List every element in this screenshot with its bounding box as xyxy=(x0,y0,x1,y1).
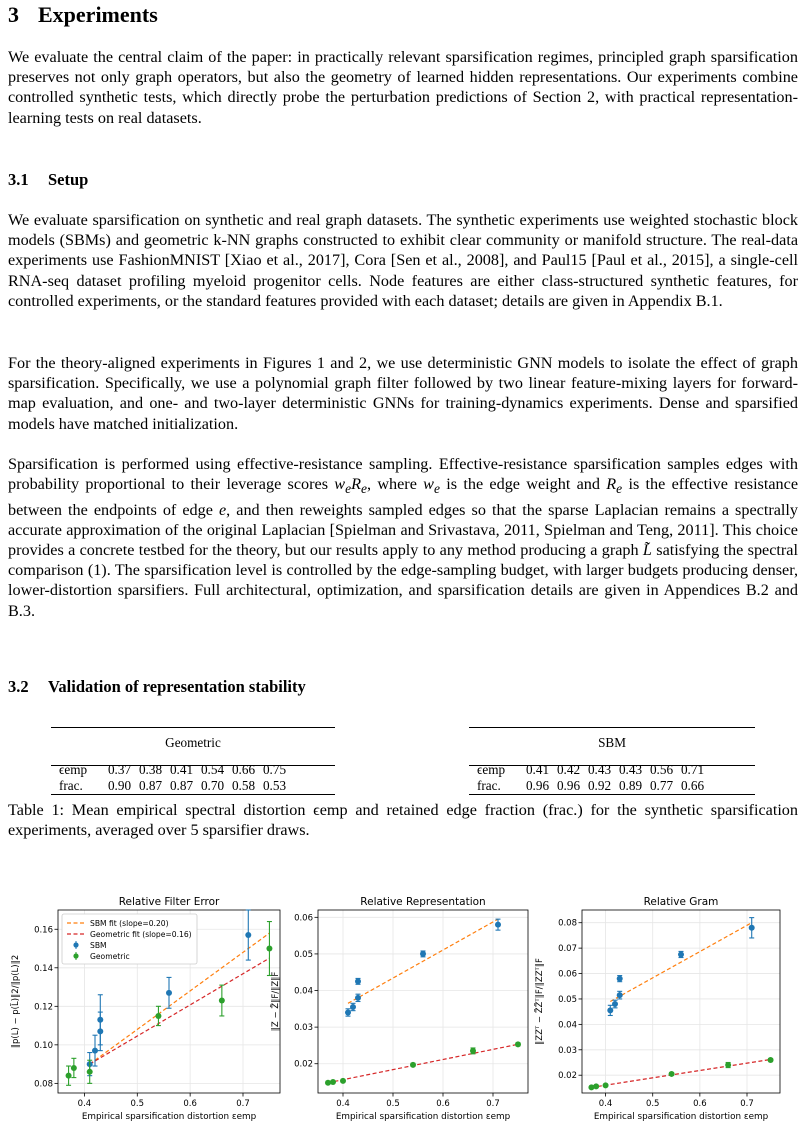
subsection-heading-setup xyxy=(8,170,88,190)
table-geometric xyxy=(51,727,335,795)
legend-label: Geometric fit (slope=0.16) xyxy=(90,930,192,939)
y-tick-label: 0.05 xyxy=(294,949,313,960)
x-tick-label: 0.6 xyxy=(436,1099,450,1109)
math-we: $w_e$ xyxy=(423,475,440,497)
y-tick-label: 0.05 xyxy=(558,994,577,1005)
data-point xyxy=(593,1083,599,1089)
fit-line xyxy=(90,958,270,1064)
subsection-number: 3.1 xyxy=(8,170,29,189)
x-tick-label: 0.5 xyxy=(130,1099,145,1109)
chart-title: Relative Filter Error xyxy=(118,896,220,908)
table-cell: 0.37 xyxy=(107,762,132,777)
table-title: Geometric xyxy=(165,735,221,750)
table-title: SBM xyxy=(598,735,626,750)
data-point xyxy=(410,1062,416,1068)
chart-title: Relative Gram xyxy=(643,896,719,908)
table-cell: 0.54 xyxy=(200,762,225,777)
x-axis-label: Empirical sparsification distortion εemp xyxy=(593,1112,769,1122)
y-tick-label: 0.06 xyxy=(558,969,577,980)
x-tick-label: 0.6 xyxy=(693,1099,707,1109)
table-row-eps xyxy=(59,762,290,778)
legend-label: SBM fit (slope=0.20) xyxy=(90,919,169,928)
y-axis-label: ‖ZZᵀ − Z̃Z̃ᵀ‖F/‖ZZᵀ‖F xyxy=(535,958,545,1045)
table-cell: 0.58 xyxy=(231,778,256,793)
legend-label: Geometric xyxy=(90,952,130,961)
table-cell: 0.90 xyxy=(107,778,132,793)
data-point xyxy=(266,946,272,952)
row-label: frac. xyxy=(477,778,501,793)
legend-label: SBM xyxy=(90,941,107,950)
data-point xyxy=(470,1048,476,1054)
table-cell: 0.43 xyxy=(618,762,643,777)
y-tick-label: 0.07 xyxy=(558,944,577,955)
fit-line xyxy=(591,1059,770,1087)
subsection-title: Setup xyxy=(48,170,89,189)
data-point xyxy=(245,932,251,938)
table-rule xyxy=(51,727,335,728)
chart-title: Relative Representation xyxy=(360,896,486,908)
table-cell: 0.53 xyxy=(262,778,287,793)
data-point xyxy=(166,990,172,996)
math-e: e xyxy=(218,500,227,519)
y-tick-label: 0.06 xyxy=(294,913,313,924)
table-cell: 0.42 xyxy=(556,762,581,777)
data-point xyxy=(92,1048,98,1054)
chart-panel xyxy=(533,896,780,1122)
data-point xyxy=(350,1004,356,1010)
table-rule xyxy=(51,794,335,795)
y-axis-label: ‖Z − Z̃‖F/‖Z‖F xyxy=(271,971,281,1032)
table-cell: 0.87 xyxy=(138,778,163,793)
data-point xyxy=(219,998,225,1004)
y-tick-label: 0.08 xyxy=(34,1079,53,1090)
data-point xyxy=(355,978,361,984)
y-axis-label: ‖p(L) − p(L̃)‖2/‖p(L)‖2 xyxy=(11,954,21,1049)
row-label: ϵemp xyxy=(477,762,506,777)
math-weR: $w_eR_e$ xyxy=(334,475,367,497)
fit-line xyxy=(610,923,751,1002)
y-tick-label: 0.03 xyxy=(294,1023,313,1034)
data-point xyxy=(725,1062,731,1068)
data-point xyxy=(612,1001,618,1007)
data-point xyxy=(420,951,426,957)
table-row-frac xyxy=(59,778,290,794)
y-tick-label: 0.02 xyxy=(558,1071,577,1082)
data-point xyxy=(340,1078,346,1084)
table-sbm xyxy=(469,727,755,795)
x-axis-label: Empirical sparsification distortion εemp xyxy=(335,1112,511,1122)
table-cell: 0.77 xyxy=(649,778,674,793)
section-title: Experiments xyxy=(38,2,158,27)
table-cell: 0.71 xyxy=(680,762,705,777)
data-point xyxy=(71,1065,77,1071)
legend-swatch xyxy=(73,942,78,947)
data-point xyxy=(97,1017,103,1023)
section-heading xyxy=(8,2,158,28)
intro-paragraph: We evaluate the central claim of the paper: in practically relevant sparsification regimes, principled graph sparsification preserves not only graph operators, but also the geometry of learned hidden representations. Our experiments combine controlled synthetic tests, which directly probe the perturbation predictions of Section 2, with practical representation-learning tests on real datasets. xyxy=(8,48,798,127)
data-point xyxy=(355,995,361,1001)
table-cell: 0.96 xyxy=(525,778,550,793)
table-cell: 0.41 xyxy=(169,762,194,777)
chart-panel xyxy=(269,896,528,1122)
data-point xyxy=(330,1079,336,1085)
data-point xyxy=(617,976,623,982)
subsection-number: 3.2 xyxy=(8,677,29,696)
table-cell: 0.38 xyxy=(138,762,163,777)
data-point xyxy=(768,1057,774,1063)
setup-paragraph-3: Sparsification is performed using effective-resistance sampling. Effective-resistance sparsification samples edges with probability proportional to their leverage scores $w_eR_e$, where $w_e$ is the edge weight and $R_e$ is the effective resistance between the endpoints of edge e, and then reweights sampled edges so that the sparse Laplacian remains a spectrally accurate approximation of the original Laplacian [Spielman and Srivastava, 2011, Spielman and Teng, 2011]. This choice provides a concrete testbed for the theory, but our results apply to any method producing a graph L̃ satisfying the spectral comparison (1). The sparsification level is controlled by the edge-sampling budget, with larger budgets producing denser, lower-distortion sparsifiers. Full architectural, optimization, and sparsification details are given in Appendices B.2 and B.3. xyxy=(8,455,799,620)
x-tick-label: 0.4 xyxy=(336,1099,350,1109)
row-label: frac. xyxy=(59,778,83,793)
table-cell: 0.89 xyxy=(618,778,643,793)
table-row-eps xyxy=(477,762,708,778)
data-point xyxy=(617,992,623,998)
y-tick-label: 0.14 xyxy=(34,963,53,974)
figure-panels xyxy=(0,890,807,1128)
table-rule xyxy=(469,794,755,795)
x-tick-label: 0.7 xyxy=(486,1099,500,1109)
table-cell: 0.66 xyxy=(680,778,705,793)
table-cell: 0.75 xyxy=(262,762,287,777)
math-Ltilde: L̃ xyxy=(642,541,652,560)
x-tick-label: 0.7 xyxy=(740,1099,754,1109)
data-point xyxy=(749,925,755,931)
table-row-frac xyxy=(477,778,708,794)
table-rule xyxy=(469,727,755,728)
table-cell: 0.87 xyxy=(169,778,194,793)
data-point xyxy=(495,922,501,928)
data-point xyxy=(345,1009,351,1015)
y-tick-label: 0.03 xyxy=(558,1045,577,1056)
y-tick-label: 0.08 xyxy=(558,918,577,929)
x-tick-label: 0.6 xyxy=(183,1099,197,1109)
y-tick-label: 0.10 xyxy=(34,1040,53,1051)
x-tick-label: 0.5 xyxy=(645,1099,660,1109)
x-tick-label: 0.4 xyxy=(77,1099,92,1109)
data-point xyxy=(155,1013,161,1019)
x-tick-label: 0.4 xyxy=(598,1099,613,1109)
section-number: 3 xyxy=(8,2,19,27)
table-cell: 0.66 xyxy=(231,762,256,777)
table-cell: 0.92 xyxy=(587,778,612,793)
y-tick-label: 0.02 xyxy=(294,1059,313,1070)
chart-panel xyxy=(9,896,280,1122)
data-point xyxy=(87,1069,93,1075)
data-point xyxy=(607,1007,613,1013)
table-cell: 0.43 xyxy=(587,762,612,777)
row-label: ϵemp xyxy=(59,762,88,777)
subsection-title: Validation of representation stability xyxy=(48,677,306,696)
plot-frame xyxy=(318,910,528,1093)
table-cell: 0.70 xyxy=(200,778,225,793)
setup-paragraph-1: We evaluate sparsification on synthetic and real graph datasets. The synthetic experiments use weighted stochastic block models (SBMs) and geometric k-NN graphs constructed to exhibit clear community or manifold structure. The real-data experiments use FashionMNIST [Xiao et al., 2017], Cora [Sen et al., 2008], and Paul15 [Paul et al., 2015], a single-cell RNA-seq dataset profiling myeloid progenitor cells. Node features are either class-structured synthetic features, for controlled experiments, or the standard features provided with each dataset; details are given in Appendix B.1. xyxy=(8,211,798,310)
x-tick-label: 0.7 xyxy=(236,1099,250,1109)
y-tick-label: 0.12 xyxy=(34,1002,53,1013)
math-Re: $R_e$ xyxy=(606,475,623,497)
data-point xyxy=(515,1041,521,1047)
x-tick-label: 0.5 xyxy=(386,1099,400,1109)
data-point xyxy=(603,1082,609,1088)
setup-paragraph-2: For the theory-aligned experiments in Figures 1 and 2, we use deterministic GNN models to isolate the effect of graph sparsification. Specifically, we use a polynomial graph filter followed by two linear feature-mixing layers for forward-map evaluation, and one- and two-layer deterministic GNNs for training-dynamics experiments. Dense and sparsified models have matched initialization. xyxy=(8,354,798,433)
table-cell: 0.56 xyxy=(649,762,674,777)
table-cell: 0.96 xyxy=(556,778,581,793)
data-point xyxy=(678,951,684,957)
subsection-heading-validation xyxy=(8,677,306,697)
y-tick-label: 0.04 xyxy=(558,1020,577,1031)
table-caption: Table 1: Mean empirical spectral distortion ϵemp and retained edge fraction (frac.) for the synthetic sparsification experiments, averaged over 5 sparsifier draws. xyxy=(8,801,798,840)
y-tick-label: 0.04 xyxy=(294,986,313,997)
legend-swatch xyxy=(73,953,78,958)
x-axis-label: Empirical sparsification distortion εemp xyxy=(81,1112,257,1122)
data-point xyxy=(669,1071,675,1077)
data-point xyxy=(66,1073,72,1079)
table-cell: 0.41 xyxy=(525,762,550,777)
y-tick-label: 0.16 xyxy=(34,925,53,936)
